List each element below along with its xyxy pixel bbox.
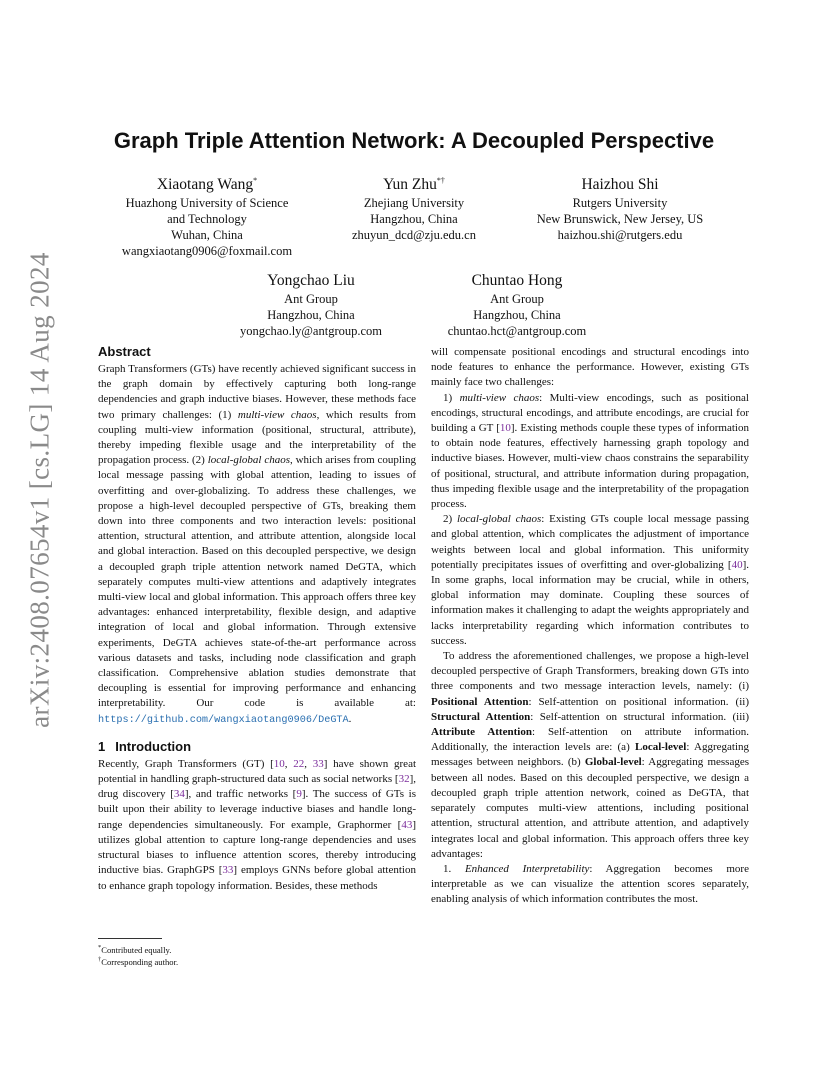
body-paragraph: 2) local-global chaos: Existing GTs couple local message passing and global attention, which complicates the adjustment of importance weights between local and global information. This uniformity potentially precipitates issues of overfitting and over-globalizing [40]. In some graphs, local information may be crucial, while in others, global information may dominate. Coupling these sources of information makes it challenging to adapt the weights appropriately and lacks interpretability regarding which information contributes to success. (431, 513, 749, 647)
citation-link[interactable]: 33 (312, 757, 324, 770)
abstract-heading: Abstract (98, 344, 151, 359)
author-email: wangxiaotang0906@foxmail.com (121, 244, 293, 259)
abstract-text: Graph Transformers (GTs) have recently achieved significant success in the graph domain by effectively capturing both long-range dependencies and graph inductive biases. However, these methods face two primary challenges: (1) multi-view chaos, which results from coupling multi-view information (positional, structural, attribute), thereby impeding flexible usage and the interpretability of the propagation process. (2) local-global chaos, which arises from coupling local message passing with global attention, leading to issues of overfitting and over-globalizing. To address these challenges, we propose a high-level decoupled perspective of GTs, breaking them down into three components and two interaction levels: positional attention, structural attention, and attribute attention, alongside local and global interaction. Based on this decoupled perspective, we design a decoupled graph triple attention network named DeGTA, which separately computes multi-view attentions and adaptively integrates multi-view local and global information. This approach offers three key advantages: enhanced interpretability, flexible design, and adaptive integration of local and global information. Through extensive experiments, DeGTA achieves state-of-the-art performance across various datasets and tasks, including node classification and graph classification. Comprehensive ablation studies demonstrate that decoupling is essential for improving performance and enhancing interpretability. Our code is available at: https://github.com/wangxiaotang0906/DeGTA. (98, 363, 416, 726)
arxiv-sidebar (18, 240, 62, 740)
author-name: Xiaotang Wang* (156, 176, 258, 194)
author-name: Yun Zhu*† (383, 176, 445, 194)
author-affiliation: Ant Group (284, 292, 338, 307)
citation-link[interactable]: 40 (731, 558, 743, 571)
author-email: chuntao.hct@antgroup.com (447, 324, 587, 339)
citation-link[interactable]: 9 (296, 788, 302, 801)
left-column (98, 343, 416, 894)
body-paragraph: To address the aforementioned challenges, we propose a high-level decoupled perspective of Graph Transformers, breaking down GTs into three components and two message interaction levels, namely: (i) Positional Attention: Self-attention on positional information. (ii) Structural Attention: Self-attention on structural information. (iii) Attribute Attention: Self-attention on attribute information. Additionally, the interaction levels are: (a) Local-level: Aggregating messages between neighbors. (b) Global-level: Aggregating messages between all nodes. Based on this decoupled perspective, we design a decoupled graph triple attention network, coined as DeGTA, that separately computes multi-view attentions, including positional attention, structural attention, and attribute attention, and adaptively integrates local and global information. This approach offers three key advantages: (431, 650, 749, 860)
author-location: Hangzhou, China (370, 212, 458, 227)
author-name: Chuntao Hong (471, 272, 563, 290)
author-affiliation: and Technology (167, 212, 247, 227)
author-name: Yongchao Liu (267, 272, 355, 290)
body-paragraph: 1. Enhanced Interpretability: Aggregation becomes more interpretable as we can visualize the attention scores separately, enabling analysis of which information contributes the most. (431, 862, 749, 906)
citation-link[interactable]: 43 (401, 818, 413, 831)
footnote: †Corresponding author. (98, 956, 179, 967)
arxiv-identifier: arXiv:2408.07654v1 [cs.LG] 14 Aug 2024 (24, 252, 55, 728)
citation-link[interactable]: 10 (499, 422, 511, 435)
citation-link[interactable]: 32 (398, 773, 410, 786)
author-location: Hangzhou, China (473, 308, 561, 323)
footnote-rule (98, 938, 162, 939)
author-block-5 (392, 267, 642, 339)
author-location: New Brunswick, New Jersey, US (536, 212, 704, 227)
author-name: Haizhou Shi (581, 176, 659, 194)
author-affiliation: Huazhong University of Science (125, 196, 289, 211)
author-affiliation: Ant Group (490, 292, 544, 307)
body-paragraph: will compensate positional encodings and structural encodings into node features to enhance the performance. However, existing GTs mainly face two challenges: (431, 346, 749, 389)
citation-link[interactable]: 34 (173, 788, 185, 801)
author-affiliation: Zhejiang University (363, 196, 465, 211)
paper-title: Graph Triple Attention Network: A Decoupled Perspective (113, 128, 715, 153)
author-block-3 (495, 171, 745, 243)
intro-heading: 1 Introduction (98, 738, 192, 754)
code-link[interactable]: https://github.com/wangxiaotang0906/DeGTA (98, 714, 349, 726)
author-location: Wuhan, China (171, 228, 243, 243)
citation-link[interactable]: 33 (222, 864, 234, 877)
author-email: haizhou.shi@rutgers.edu (557, 228, 683, 243)
footnote: *Contributed equally. (98, 944, 172, 955)
citation-link[interactable]: 22 (293, 757, 305, 770)
author-email: zhuyun_dcd@zju.edu.cn (352, 228, 476, 243)
right-column (431, 345, 749, 908)
author-affiliation: Rutgers University (572, 196, 668, 211)
body-paragraph: 1) multi-view chaos: Multi-view encodings, such as positional encodings, structural encodings, and attribute encodings, are crucial for building a GT [10]. Existing methods couple these types of information to obtain node features, effectively harnessing graph topology and inductive biases. However, multi-view chaos constrains the separability of positional, structural, and attribute information during propagation, thus impeding flexible usage and the interpretability of the propagation process. (431, 391, 749, 511)
author-email: yongchao.ly@antgroup.com (239, 324, 383, 339)
intro-paragraph: Recently, Graph Transformers (GT) [10, 22, 33] have shown great potential in handling graph-structured data such as social networks [32], drug discovery [34], and traffic networks [9]. The success of GTs is built upon their ability to leverage inductive biases and handle long-range dependencies simultaneously. For example, Graphormer [43] utilizes global attention to capture long-range dependencies and uses structural biases to influence attention scores, thereby introducing inductive bias. GraphGPS [33] employs GNNs before global attention to enhance graph topology information. Besides, these methods (98, 757, 417, 892)
author-location: Hangzhou, China (267, 308, 355, 323)
citation-link[interactable]: 10 (273, 757, 285, 770)
